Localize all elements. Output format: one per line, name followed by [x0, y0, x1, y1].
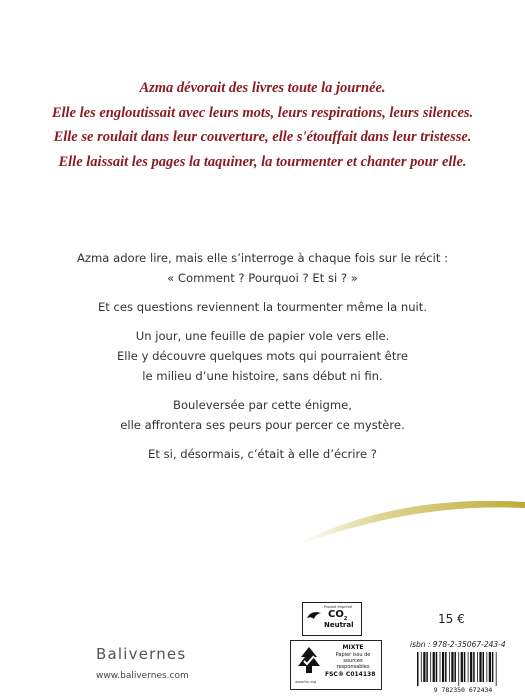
barcode-bar	[468, 652, 469, 682]
synopsis-line: le milieu d’une histoire, sans début ni fin.	[142, 369, 383, 383]
quote-line-2: Elle les engloutissait avec leurs mots, leurs respirations, leurs silences.	[51, 104, 474, 121]
barcode-bar	[461, 652, 463, 682]
barcode-bar	[477, 652, 478, 682]
co2-text: CO	[328, 609, 344, 620]
decorative-swoosh	[300, 472, 525, 552]
barcode-bar	[417, 652, 419, 686]
barcode-bar	[423, 652, 425, 682]
co2-neutral-text: Neutral	[324, 621, 354, 629]
price: 15 €	[438, 612, 465, 626]
barcode-bar	[464, 652, 466, 682]
barcode-bar	[442, 652, 444, 682]
fsc-tree-icon	[295, 645, 323, 677]
barcode-bar	[489, 652, 491, 682]
publisher-block	[96, 645, 189, 681]
barcode-bar	[430, 652, 431, 682]
barcode-bar	[451, 652, 453, 682]
synopsis-line: Un jour, une feuille de papier vole vers elle.	[135, 329, 390, 343]
quote-line-1: Azma dévorait des livres toute la journée.	[139, 80, 386, 96]
barcode-bar	[496, 652, 497, 686]
co2-caption: Produit Imprimé	[324, 605, 353, 609]
synopsis-paragraph-1	[0, 248, 525, 288]
barcode-bar	[479, 652, 481, 682]
barcode-bar	[473, 652, 475, 682]
fsc-code: FSC® C014138	[325, 671, 376, 678]
barcode-bar	[421, 652, 422, 682]
bird-icon	[306, 609, 322, 623]
synopsis-line: Azma adore lire, mais elle s’interroge à chaque fois sur le récit :	[76, 251, 449, 265]
synopsis-paragraph-2	[0, 297, 525, 317]
synopsis-line: elle affrontera ses peurs pour percer ce mystère.	[120, 418, 405, 432]
fsc-mixte: MIXTE	[342, 644, 364, 651]
synopsis-paragraph-4	[0, 395, 525, 435]
synopsis-paragraph-3	[0, 326, 525, 386]
fsc-description: Papier issu de sources responsables	[335, 652, 371, 670]
back-cover-quote	[0, 76, 525, 174]
fsc-website: www.fsc.org	[295, 680, 317, 684]
fsc-badge	[290, 640, 382, 690]
barcode	[413, 650, 513, 694]
barcode-bar	[454, 652, 456, 682]
quote-line-4: Elle laissait les pages la taquiner, la tourmenter et chanter pour elle.	[58, 153, 467, 170]
barcode-bar	[486, 652, 487, 682]
barcode-bar	[433, 652, 435, 682]
barcode-bar	[492, 652, 494, 682]
publisher-website: www.balivernes.com	[96, 671, 189, 681]
synopsis	[0, 248, 525, 473]
barcode-bar	[426, 652, 428, 682]
synopsis-paragraph-5	[0, 444, 525, 464]
synopsis-line: Elle y découvre quelques mots qui pourraient être	[116, 349, 409, 363]
co2-neutral-badge	[302, 602, 362, 636]
synopsis-line: Bouleversée par cette énigme,	[172, 398, 352, 412]
quote-line-3: Elle se roulait dans leur couverture, elle s'étouffait dans leur tristesse.	[53, 129, 472, 145]
barcode-bar	[483, 652, 485, 682]
co2-subscript: 2	[343, 616, 348, 622]
barcode-bar	[445, 652, 447, 682]
barcode-digits: 9 782350 672434	[433, 686, 493, 694]
barcode-bar	[449, 652, 450, 682]
barcode-bar	[440, 652, 441, 682]
synopsis-line: Et si, désormais, c’était à elle d’écrire ?	[148, 447, 377, 461]
publisher-logo: Balivernes	[96, 645, 187, 663]
synopsis-line: « Comment ? Pourquoi ? Et si ? »	[167, 271, 358, 285]
barcode-bar	[436, 652, 438, 682]
barcode-bar	[458, 652, 459, 686]
isbn: isbn : 978-2-35067-243-4	[410, 640, 506, 649]
barcode-bar	[470, 652, 472, 682]
synopsis-line: Et ces questions reviennent la tourmenter même la nuit.	[97, 300, 428, 314]
